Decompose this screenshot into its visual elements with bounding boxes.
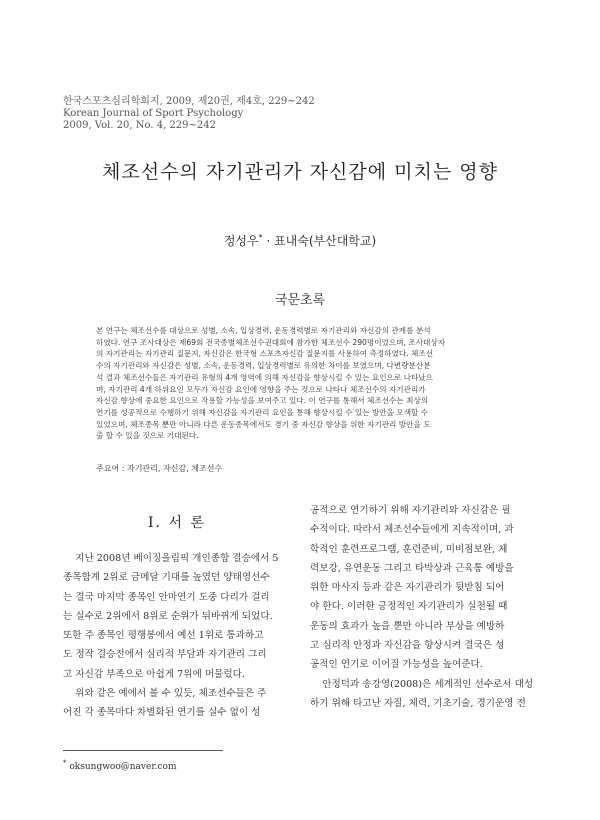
corresponding-marker: * — [258, 233, 263, 242]
body-line: 고 자신감 부족으로 아쉽게 7위에 머물렀다. — [63, 668, 245, 680]
body-line: 학적인 훈련프로그램, 훈련준비, 미비점보완, 체 — [310, 543, 508, 555]
body-line: 고 심리적 안정과 자신감을 향상시켜 결국은 성 — [310, 640, 505, 652]
body-line: 력보강, 유연운동 그리고 타박상과 근육통 예방을 — [310, 562, 514, 574]
body-line: 지난 2008년 베이징올림픽 개인종합 결승에서 5 — [63, 553, 279, 564]
body-line: 운동의 효과가 높을 뿐만 아니라 부상을 예방하 — [310, 620, 505, 632]
body-line: 안정덕과 송강영(2008)은 세계적인 선수로서 대성 — [310, 678, 534, 690]
abstract-line: 며, 자기관리 4개 하위요인 모두가 자신감 요인에 영향을 주는 것으로 나타나 체조선수의 자기관리가 — [96, 384, 426, 394]
body-line: 공적으로 연기하기 위해 자기관리와 자신감은 필 — [310, 505, 511, 516]
abstract-line: 하였다. 연구 조사대상은 제69회 전국종별체조선수권대회에 참가한 체조선수 290명이었으며, 조사대상자 — [96, 337, 446, 347]
journal-line-english: Korean Journal of Sport Psychology — [63, 108, 244, 119]
footnote-marker: * — [63, 759, 67, 767]
abstract-line: 석 결과 체조선수들은 자기관리 유형의 4개 영역에 의해 자신감을 향상시킬 수 있는 요인으로 나타났으 — [96, 372, 433, 382]
left-column — [63, 549, 295, 723]
footnote — [63, 759, 177, 772]
body-line: 는 실수로 2위에서 8위로 순위가 뒤바뀌게 되었다. — [63, 610, 273, 622]
abstract-line: 출 할 수 있을 것으로 기대된다. — [96, 431, 199, 441]
footnote-divider — [63, 750, 223, 751]
abstract-line: 자신감 향상에 중요한 요인으로 작용할 가능성을 보여주고 있다. 이 연구를 통해서 체조선수는 최상의 — [96, 396, 429, 406]
author-2: 표내숙(부산대학교) — [274, 234, 377, 248]
section-heading-introduction: Ⅰ. 서 론 — [148, 515, 206, 531]
abstract-heading: 국문초록 — [274, 293, 326, 308]
author-separator: · — [262, 234, 275, 248]
body-line: 위와 같은 예에서 볼 수 있듯, 체조선수들은 주 — [63, 688, 267, 700]
abstract-line: 의 자기관리는 자기관리 질문지, 자신감은 한국형 스포츠자신감 질문지를 사용하여 측정하였다. 체조선 — [96, 349, 434, 359]
journal-line-korean: 한국스포츠심리학회지, 2009, 제20권, 제4호, 229~242 — [63, 96, 315, 107]
body-line: 하기 위해 타고난 자질, 체력, 기초기술, 경기운영 전 — [310, 697, 526, 709]
right-column — [310, 501, 542, 713]
body-line: 어진 각 종목마다 차별화된 연기를 실수 없이 성 — [63, 707, 261, 719]
body-line: 도 정작 결승전에서 심리적 부담과 자기관리 그리 — [63, 649, 267, 661]
footnote-email: oksungwoo@naver.com — [66, 762, 177, 772]
abstract-line: 수의 자기관리와 자신감은 성별, 소속, 운동경력, 입상경력별로 유의한 차이를 보였으며, 다변량분산분 — [96, 361, 431, 371]
abstract-line: 있었으며, 체조종목 뿐만 아니라 다른 운동종목에서도 경기 중 자신감 향상을 위한 자기관리 방안을 도 — [96, 419, 431, 429]
body-line: 수적이다. 따라서 체조선수들에게 지속적이며, 과 — [310, 524, 514, 536]
abstract-body — [96, 325, 504, 442]
body-line: 공적인 연기로 이어질 가능성을 높여준다. — [310, 659, 483, 671]
author-1: 정성우 — [223, 234, 259, 248]
abstract-line: 연기를 성공적으로 수행하기 위해 자신감을 자기관리 요인을 통해 향상시킬 수 있는 방안을 모색할 수 — [96, 407, 429, 417]
keywords: 주요어 : 자기관리, 자신감, 체조선수 — [96, 464, 223, 473]
journal-header — [63, 96, 315, 132]
body-line: 위한 마사지 등과 같은 자기관리가 뒷받침 되어 — [310, 582, 505, 594]
paper-title: 체조선수의 자기관리가 자신감에 미치는 영향 — [102, 161, 498, 183]
body-line: 는 결국 마지막 종목인 안마연기 도중 다리가 걸리 — [63, 591, 270, 603]
author-line — [0, 232, 600, 249]
journal-line-volume: 2009, Vol. 20, No. 4, 229~242 — [63, 120, 216, 131]
body-line: 또한 주 종목인 평행봉에서 예선 1위로 통과하고 — [63, 630, 264, 642]
body-line: 야 한다. 이러한 긍정적인 자기관리가 실천될 때 — [310, 601, 508, 613]
abstract-line: 본 연구는 체조선수를 대상으로 성별, 소속, 입상경력, 운동경력별로 자기관리와 자신감의 관계를 분석 — [96, 326, 431, 335]
body-line: 종목합계 2위로 금메달 기대를 높였던 양태영선수 — [63, 572, 270, 584]
